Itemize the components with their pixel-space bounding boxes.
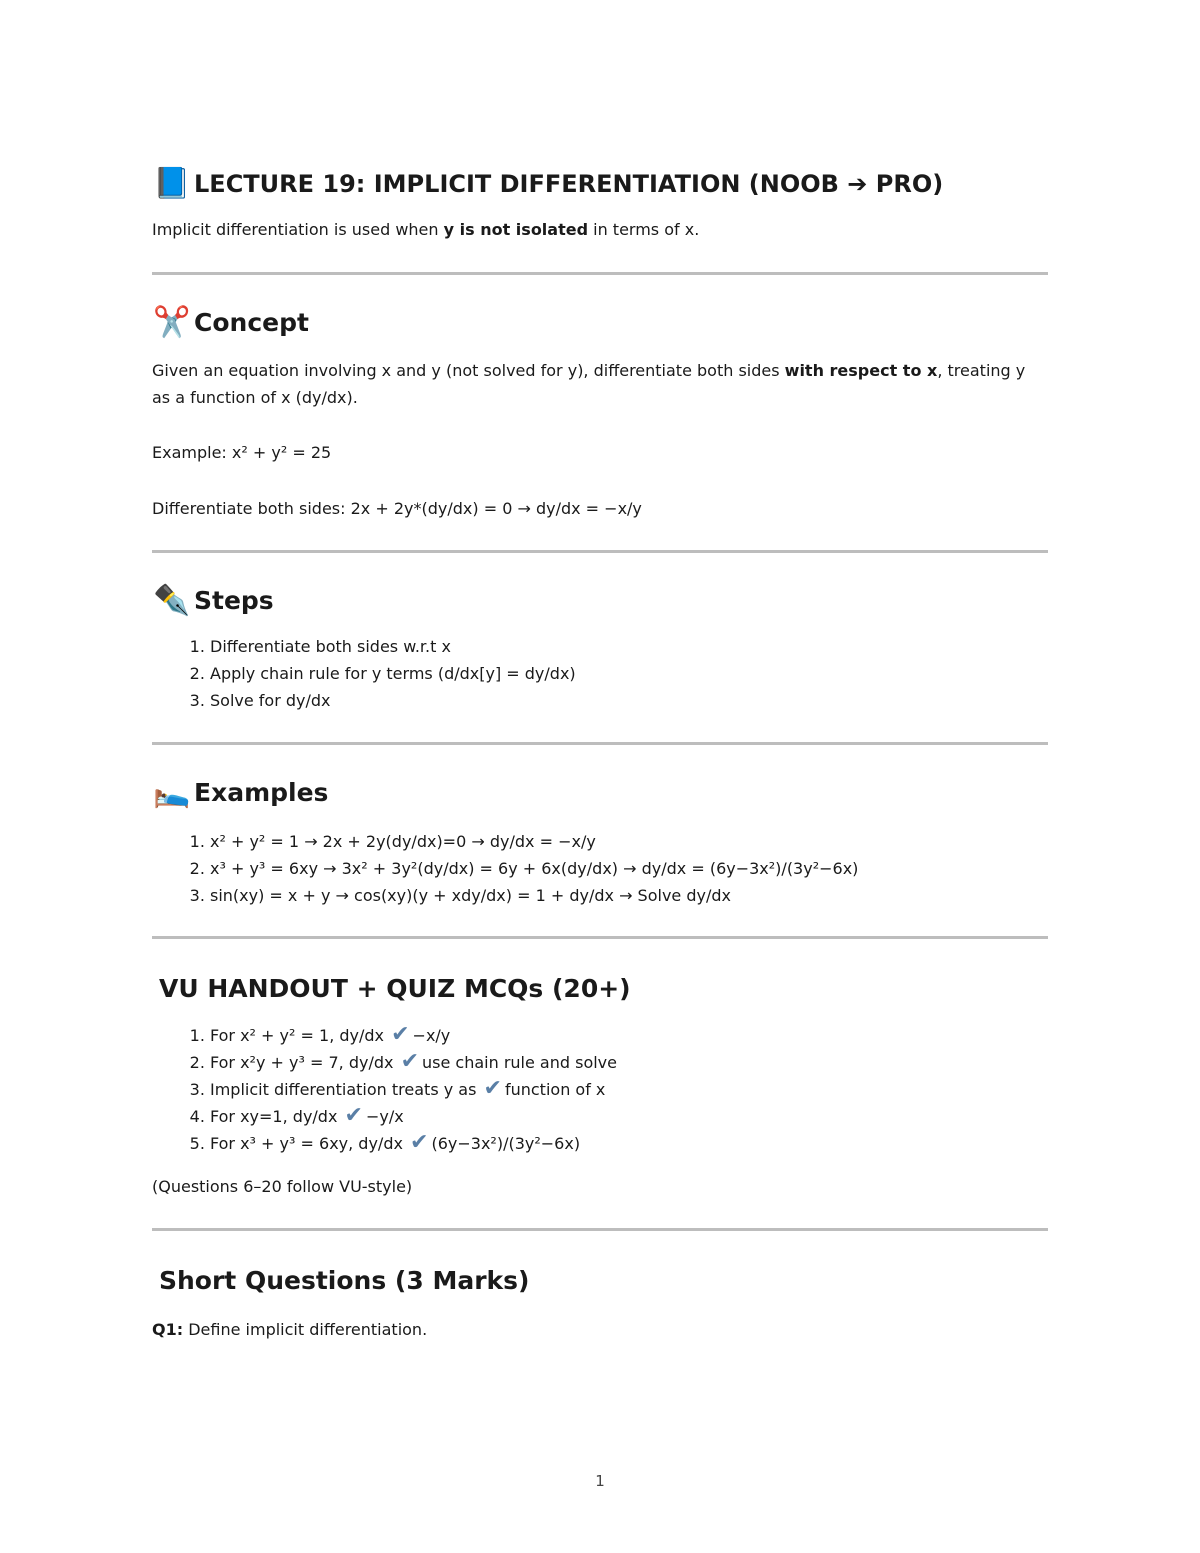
page-number: 1 xyxy=(595,1472,605,1490)
lecture-title-text: LECTURE 19: IMPLICIT DIFFERENTIATION (NOOB ➔ PRO) xyxy=(194,170,944,198)
divider xyxy=(152,272,1048,275)
bed-icon: 🛌 xyxy=(153,775,191,810)
steps-list xyxy=(152,633,1048,714)
list-item: 3. Implicit differentiation treats y as ✔ function of x xyxy=(210,1076,1048,1103)
divider xyxy=(152,742,1048,745)
steps-heading: ✒️ Steps xyxy=(153,583,274,618)
list-item: 1. x² + y² = 1 → 2x + 2y(dy/dx)=0 → dy/dx = −x/y xyxy=(210,828,1048,855)
list-item: 3. Solve for dy/dx xyxy=(210,687,1048,714)
short-questions-heading: Short Questions (3 Marks) xyxy=(159,1266,530,1295)
blue-book-icon: 📘 xyxy=(153,166,191,201)
scissors-icon: ✂️ xyxy=(153,305,191,340)
short-question-1: Q1: Define implicit differentiation. xyxy=(152,1320,428,1339)
list-item: 2. For x²y + y³ = 7, dy/dx ✔ use chain rule and solve xyxy=(210,1049,1048,1076)
concept-heading: ✂️ Concept xyxy=(153,305,309,340)
list-item: 5. For x³ + y³ = 6xy, dy/dx ✔ (6y−3x²)/(3y²−6x) xyxy=(210,1130,1048,1157)
concept-example: Example: x² + y² = 25 xyxy=(152,443,332,462)
divider xyxy=(152,936,1048,939)
concept-differentiate: Differentiate both sides: 2x + 2y*(dy/dx) = 0 → dy/dx = −x/y xyxy=(152,499,642,518)
list-item: 1. For x² + y² = 1, dy/dx ✔ −x/y xyxy=(210,1022,1048,1049)
check-mark-icon: ✔ xyxy=(410,1130,429,1155)
divider xyxy=(152,550,1048,553)
list-item: 2. x³ + y³ = 6xy → 3x² + 3y²(dy/dx) = 6y + 6x(dy/dx) → dy/dx = (6y−3x²)/(3y²−6x) xyxy=(210,855,1048,882)
intro-paragraph: Implicit differentiation is used when y is not isolated in terms of x. xyxy=(152,220,700,239)
check-mark-icon: ✔ xyxy=(483,1076,502,1101)
list-item: 2. Apply chain rule for y terms (d/dx[y] = dy/dx) xyxy=(210,660,1048,687)
document-page xyxy=(152,150,1048,1343)
divider xyxy=(152,1228,1048,1231)
examples-list xyxy=(152,828,1048,909)
list-item: 3. sin(xy) = x + y → cos(xy)(y + xdy/dx) = 1 + dy/dx → Solve dy/dx xyxy=(210,882,1048,909)
fountain-pen-icon: ✒️ xyxy=(153,583,191,618)
mcq-list xyxy=(152,1022,1048,1157)
lecture-title xyxy=(152,164,1048,204)
check-mark-icon: ✔ xyxy=(391,1022,410,1047)
list-item: 1. Differentiate both sides w.r.t x xyxy=(210,633,1048,660)
concept-paragraph: Given an equation involving x and y (not solved for y), differentiate both sides with respect to x, treating y as a function of x (dy/dx). xyxy=(152,361,1026,407)
list-item: 4. For xy=1, dy/dx ✔ −y/x xyxy=(210,1103,1048,1130)
check-mark-icon: ✔ xyxy=(344,1103,363,1128)
examples-heading: 🛌 Examples xyxy=(153,775,329,810)
mcq-note: (Questions 6–20 follow VU-style) xyxy=(152,1177,413,1196)
mcqs-heading: VU HANDOUT + QUIZ MCQs (20+) xyxy=(159,974,631,1003)
check-mark-icon: ✔ xyxy=(400,1049,419,1074)
